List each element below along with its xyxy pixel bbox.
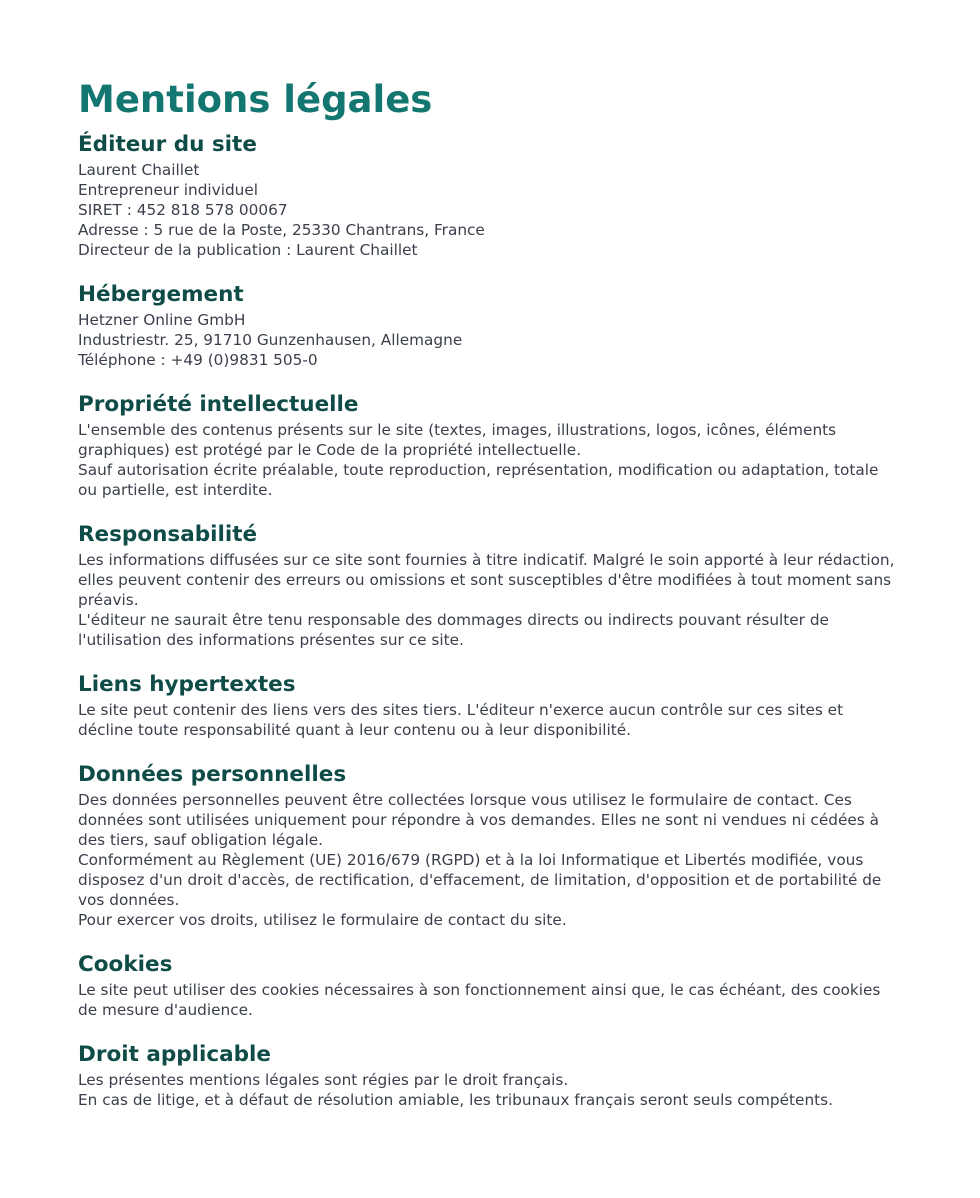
paragraph: Directeur de la publication : Laurent Chaillet xyxy=(78,241,418,259)
section-body xyxy=(78,980,902,1020)
section-body xyxy=(78,160,902,260)
paragraph: Hetzner Online GmbH xyxy=(78,311,246,329)
section-liens-hypertextes xyxy=(78,670,902,740)
paragraph: Conformément au Règlement (UE) 2016/679 (RGPD) et à la loi Informatique et Libertés modifiée, vous disposez d'un droit d'accès, de rectification, d'effacement, de limitation, d'opposition et de portabilité de vos données. xyxy=(78,851,882,909)
section-donnees-personnelles xyxy=(78,760,902,930)
section-cookies xyxy=(78,950,902,1020)
paragraph: Téléphone : +49 (0)9831 505-0 xyxy=(78,351,318,369)
section-body xyxy=(78,1070,902,1110)
section-editeur xyxy=(78,130,902,260)
section-heading: Responsabilité xyxy=(78,522,258,547)
section-hebergement xyxy=(78,280,902,370)
paragraph: Entrepreneur individuel xyxy=(78,181,259,199)
paragraph: Adresse : 5 rue de la Poste, 25330 Chantrans, France xyxy=(78,221,485,239)
paragraph: Laurent Chaillet xyxy=(78,161,200,179)
section-droit-applicable xyxy=(78,1040,902,1110)
paragraph: Sauf autorisation écrite préalable, toute reproduction, représentation, modification ou adaptation, totale ou partielle, est interdite. xyxy=(78,461,879,499)
paragraph: En cas de litige, et à défaut de résolution amiable, les tribunaux français seront seuls compétents. xyxy=(78,1091,833,1109)
section-heading: Cookies xyxy=(78,952,173,977)
paragraph: Pour exercer vos droits, utilisez le formulaire de contact du site. xyxy=(78,911,567,929)
paragraph: Le site peut utiliser des cookies nécessaires à son fonctionnement ainsi que, le cas échéant, des cookies de mesure d'audience. xyxy=(78,981,881,1019)
paragraph: L'ensemble des contenus présents sur le site (textes, images, illustrations, logos, icônes, éléments graphiques) est protégé par le Code de la propriété intellectuelle. xyxy=(78,421,837,459)
section-body xyxy=(78,790,902,930)
section-heading: Liens hypertextes xyxy=(78,672,296,697)
paragraph: Industriestr. 25, 91710 Gunzenhausen, Allemagne xyxy=(78,331,463,349)
paragraph: Les informations diffusées sur ce site sont fournies à titre indicatif. Malgré le soin apporté à leur rédaction, elles peuvent contenir des erreurs ou omissions et sont susceptibles d'être modifiées à tout moment sans préavis. xyxy=(78,551,895,609)
paragraph: L'éditeur ne saurait être tenu responsable des dommages directs ou indirects pouvant résulter de l'utilisation des informations présentes sur ce site. xyxy=(78,611,829,649)
section-heading: Propriété intellectuelle xyxy=(78,392,359,417)
section-body xyxy=(78,310,902,370)
section-heading: Hébergement xyxy=(78,282,244,307)
section-heading: Données personnelles xyxy=(78,762,347,787)
section-body xyxy=(78,420,902,500)
section-body xyxy=(78,550,902,650)
section-body xyxy=(78,700,902,740)
page-title: Mentions légales xyxy=(78,78,433,121)
paragraph: Des données personnelles peuvent être collectées lorsque vous utilisez le formulaire de contact. Ces données sont utilisées uniquement pour répondre à vos demandes. Elles ne sont ni vendues ni cédées à des tiers, sauf obligation légale. xyxy=(78,791,879,849)
section-heading: Éditeur du site xyxy=(78,132,257,157)
section-propriete-intellectuelle xyxy=(78,390,902,500)
section-heading: Droit applicable xyxy=(78,1042,271,1067)
paragraph: Le site peut contenir des liens vers des sites tiers. L'éditeur n'exerce aucun contrôle sur ces sites et décline toute responsabilité quant à leur contenu ou à leur disponibilité. xyxy=(78,701,844,739)
paragraph: SIRET : 452 818 578 00067 xyxy=(78,201,288,219)
paragraph: Les présentes mentions légales sont régies par le droit français. xyxy=(78,1071,569,1089)
section-responsabilite xyxy=(78,520,902,650)
